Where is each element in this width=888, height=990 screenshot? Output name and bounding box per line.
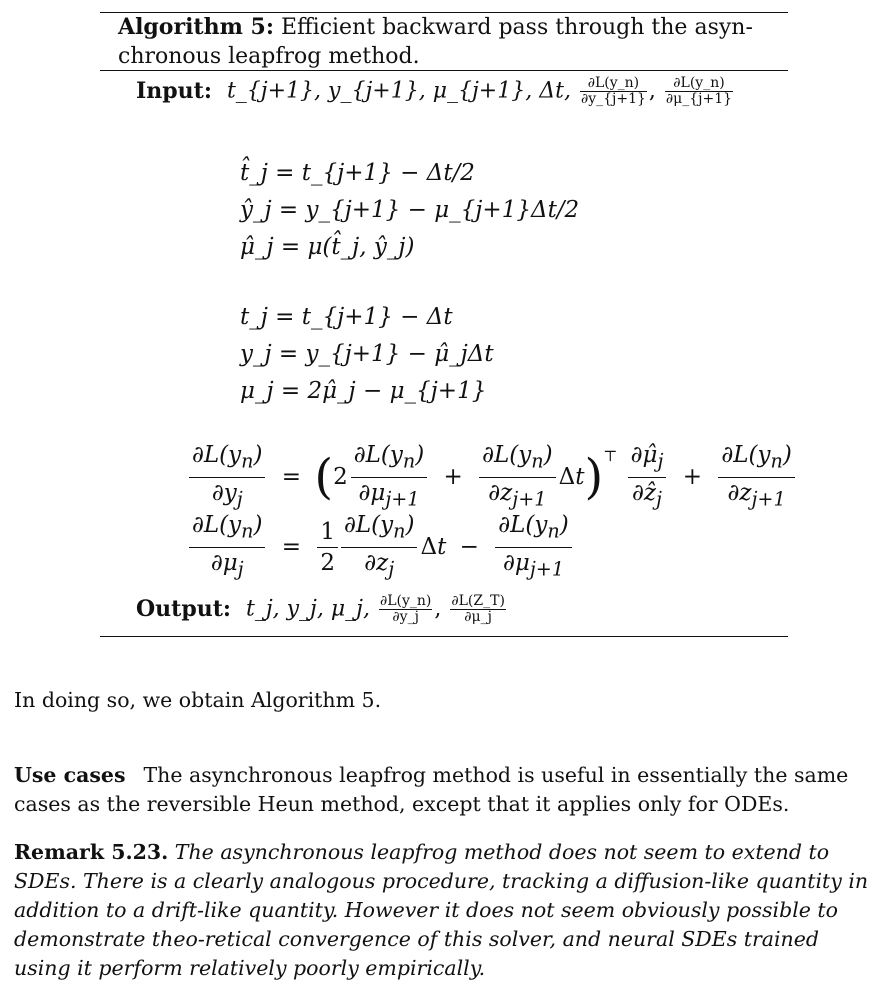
output-vars: t_j, y_j, μ_j, <box>245 596 370 622</box>
eq-grad-y: $\frac{\partial L(y_n)}{\partial y_j}$ = (2 $\frac{\partial L(y_n)}{\partial\mu_{j+1}}$ + $\frac{\partial L(y_n)}{\partial z_{j+1}}$ Δt)⊤ $\frac{\partial\mû_j}{\partial ẑ_j}$ + $\frac{\partial L(y_n)}{\partial z_{j+1}}$ <box>186 440 798 514</box>
paragraph-intro: In doing so, we obtain Algorithm 5. <box>14 688 382 712</box>
paragraph-use-cases <box>14 761 876 819</box>
paragraph-remark <box>14 838 876 983</box>
eq-mu: μ_j = 2μ̂_j − μ_{j+1} <box>240 378 487 404</box>
use-cases-label: Use cases <box>14 763 126 787</box>
eq-grad-mu: $\frac{\partial L(y_n)}{\partial\mu_j}$ = $\frac{1}{2}$ $\frac{\partial L(y_n)}{\partial z_j}$ Δt − $\frac{\partial L(y_n)}{\partial\mu_{j+1}}$ <box>186 510 575 584</box>
input-vars: t_{j+1}, y_{j+1}, μ_{j+1}, Δt, <box>226 78 571 104</box>
input-label: Input: <box>136 77 212 104</box>
algorithm-title: Efficient backward pass through the asyn-chronous leapfrog method. <box>118 15 753 69</box>
use-cases-text: The asynchronous leapfrog method is useful in essentially the same cases as the reversible Heun method, except that it applies only for ODEs. <box>14 763 849 816</box>
algorithm-caption <box>118 13 788 71</box>
algorithm-output: Output: t_j, y_j, μ_j, $\frac{\partial L(y\_n)}{\partial y\_j}$ , $\frac{\partial L(Z\_T)}{\partial\mu\_j}$ <box>136 593 505 625</box>
algorithm-label: Algorithm 5: <box>118 14 274 40</box>
output-label: Output: <box>136 595 231 622</box>
remark-label: Remark 5.23. <box>14 840 169 864</box>
eq-hat-y: ŷ_j = y_{j+1} − μ_{j+1}Δt/2 <box>240 197 580 223</box>
output-grad-y: $\frac{\partial L(y\_n)}{\partial y\_j}$ <box>379 593 432 625</box>
output-grad-mu: $\frac{\partial L(Z\_T)}{\partial\mu\_j}$ <box>451 593 505 625</box>
algorithm-mid-rule <box>100 70 788 71</box>
eq-y: y_j = y_{j+1} − μ̂_jΔt <box>240 341 494 367</box>
algorithm-input: Input: t_{j+1}, y_{j+1}, μ_{j+1}, Δt, $\frac{\partial L(y\_n)}{\partial y\_\{j+1\}}$ , $\frac{\partial L(y\_n)}{\partial\mu\_\{j+1\}}$ <box>136 75 733 107</box>
eq-t: t_j = t_{j+1} − Δt <box>240 304 453 330</box>
input-grad-y: $\frac{\partial L(y\_n)}{\partial y\_\{j+1\}}$ <box>580 75 646 107</box>
eq-hat-mu: μ̂_j = μ(t̂_j, ŷ_j) <box>240 234 415 260</box>
eq-that-t: t̂_j = t_{j+1} − Δt/2 <box>240 160 475 186</box>
algorithm-bottom-rule <box>100 636 788 637</box>
input-grad-mu: $\frac{\partial L(y\_n)}{\partial\mu\_\{j+1\}}$ <box>665 75 733 107</box>
remark-text: The asynchronous leapfrog method does not seem to extend to SDEs. There is a clearly analogous procedure, tracking a diffusion-like quantity in addition to a drift-like quantity. However it does not seem obviously possible to demonstrate theo-retical convergence of this solver, and neural SDEs trained using it perform relatively poorly empirically. <box>14 840 869 980</box>
